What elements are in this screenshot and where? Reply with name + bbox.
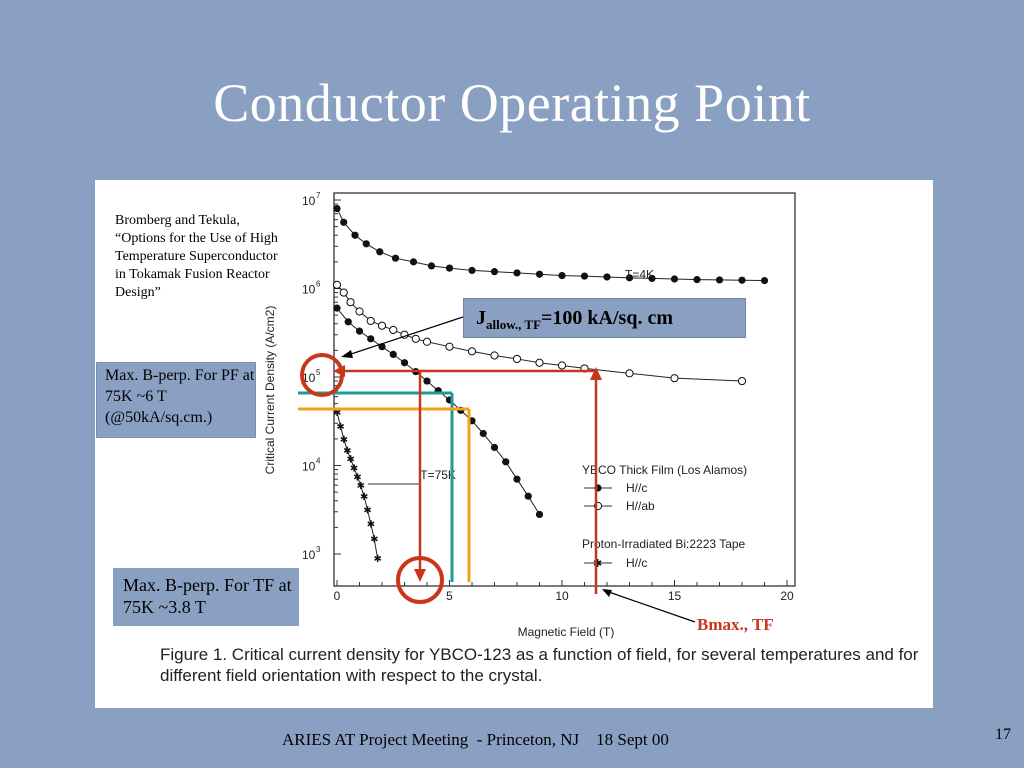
y-tick-exponent: 6: [316, 279, 321, 289]
y-tick-label: 10: [302, 282, 316, 297]
y-tick-label: 10: [302, 459, 316, 474]
data-point: [351, 232, 358, 239]
jallow-pointer-line: [345, 312, 478, 356]
data-point: ✱: [346, 454, 355, 466]
data-point: [480, 430, 487, 437]
data-point: [468, 348, 475, 355]
data-point: [603, 273, 610, 280]
y-axis-label: Critical Current Density (A/cm2): [263, 305, 277, 475]
data-point: ✱: [336, 421, 345, 433]
legend-marker-star: ✱: [593, 558, 603, 570]
data-point: [513, 355, 520, 362]
data-point: [761, 277, 768, 284]
tf-note-box: [113, 568, 299, 626]
data-point: ✱: [360, 492, 369, 504]
data-point: ✱: [353, 472, 362, 484]
annotation-t4k: T=4K: [625, 267, 655, 282]
data-series: [333, 205, 768, 565]
bmax-label: Bmax., TF: [697, 615, 774, 634]
legend-entry-bi-h-c: H//c: [626, 556, 648, 570]
jallow-value: =100 kA/sq. cm: [541, 307, 673, 329]
data-point: ✱: [363, 505, 372, 517]
data-point: [340, 289, 347, 296]
y-tick-label: 10: [302, 548, 316, 562]
jallow-subscript: allow., TF: [486, 317, 542, 332]
data-point: [412, 335, 419, 342]
data-point: [367, 335, 374, 342]
data-point: ✱: [339, 434, 349, 446]
data-point: [446, 265, 453, 272]
data-point: [340, 219, 347, 226]
data-point: [491, 268, 498, 275]
data-point: [671, 375, 678, 382]
chart-legend: [582, 463, 747, 570]
data-point: [345, 318, 352, 325]
red-arrowhead-down: [414, 569, 426, 582]
data-point: ✱: [373, 554, 382, 566]
data-point: [525, 493, 532, 500]
x-tick-label: 0: [333, 589, 341, 603]
figure-caption: Figure 1. Critical current density for YBCO-123 as a function of field, for several temperatures and for different field orientation with respect to the crystal.: [160, 645, 919, 685]
bmax-pointer-line: [606, 591, 695, 622]
data-point: [491, 444, 498, 451]
data-point: [536, 511, 543, 518]
jallow-pointer-head: [341, 350, 353, 358]
legend-entry-h-c: H//c: [626, 481, 648, 495]
legend-title-bi2223: Proton-Irradiated Bi:2223 Tape: [582, 537, 746, 551]
y-tick-exponent: 5: [316, 368, 321, 377]
data-point: [502, 458, 509, 465]
data-point: ✱: [370, 534, 379, 546]
data-point: [536, 359, 543, 366]
legend-title-ybco: YBCO Thick Film (Los Alamos): [582, 463, 748, 477]
x-tick-label: 20: [780, 589, 794, 603]
data-point: [378, 322, 385, 329]
data-point: [491, 352, 498, 359]
jallow-label-box: [463, 298, 746, 338]
data-point: [390, 326, 397, 333]
plot-frame: [334, 193, 795, 586]
page-number: 17: [995, 726, 1011, 743]
data-point: [738, 277, 745, 284]
data-point: [446, 343, 453, 350]
data-point: ✱: [356, 481, 366, 493]
data-point: [428, 262, 435, 269]
x-axis-label: Magnetic Field (T): [517, 625, 615, 639]
bmax-pointer-head: [602, 589, 612, 597]
legend-entry-h-ab: H//ab: [626, 499, 655, 513]
data-point: [536, 271, 543, 278]
data-point: ✱: [333, 408, 342, 420]
data-point: [363, 240, 370, 247]
y-tick-exponent: 7: [316, 191, 321, 200]
data-point: [626, 370, 633, 377]
slide-title: Conductor Operating Point: [213, 73, 811, 133]
data-point: [333, 305, 340, 312]
data-point: [347, 299, 354, 306]
pf-note-text: Max. B-perp. For PF at 75K ~6 T (@50kA/sq.cm.): [105, 367, 255, 426]
data-point: [671, 275, 678, 282]
data-point: [367, 317, 374, 324]
data-point: [513, 269, 520, 276]
y-ticks: [302, 191, 341, 562]
data-point: [423, 377, 430, 384]
data-point: [410, 258, 417, 265]
data-point: [558, 362, 565, 369]
data-point: ✱: [343, 445, 352, 457]
x-tick-label: 15: [667, 589, 682, 603]
jallow-symbol: J: [476, 307, 486, 329]
data-point: [423, 338, 430, 345]
data-point: ✱: [349, 463, 359, 475]
data-point: [356, 328, 363, 335]
pf-note-box: [96, 362, 256, 438]
footer-text: ARIES AT Project Meeting - Princeton, NJ 18 Sept 00: [282, 730, 669, 749]
chart-axes: [263, 191, 795, 639]
data-point: ✱: [366, 519, 376, 531]
data-point: [693, 276, 700, 283]
annotation-t75k: T=75K: [420, 468, 456, 483]
data-point: [392, 255, 399, 262]
data-point: [716, 276, 723, 283]
data-point: [376, 248, 383, 255]
data-point: [581, 273, 588, 280]
data-point: [513, 476, 520, 483]
y-tick-exponent: 4: [316, 456, 321, 466]
x-tick-label: 5: [446, 589, 453, 603]
y-tick-label: 10: [302, 371, 316, 385]
data-point: [333, 205, 340, 212]
y-tick-label: 10: [302, 194, 316, 208]
series-line-0: [337, 209, 765, 281]
x-tick-label: 10: [555, 589, 569, 603]
citation-text: Bromberg and Tekula, “Options for the Use of High Temperature Superconductor in Tokamak Fusion Reactor Design”: [115, 213, 278, 300]
y-tick-exponent: 3: [316, 545, 321, 554]
data-point: [558, 272, 565, 279]
tf-note-text: Max. B-perp. For TF at 75K ~3.8 T: [123, 575, 292, 617]
data-point: [738, 377, 745, 384]
data-point: [333, 281, 340, 288]
data-point: [390, 351, 397, 358]
data-point: [468, 267, 475, 274]
data-point: [401, 359, 408, 366]
data-point: [356, 308, 363, 315]
